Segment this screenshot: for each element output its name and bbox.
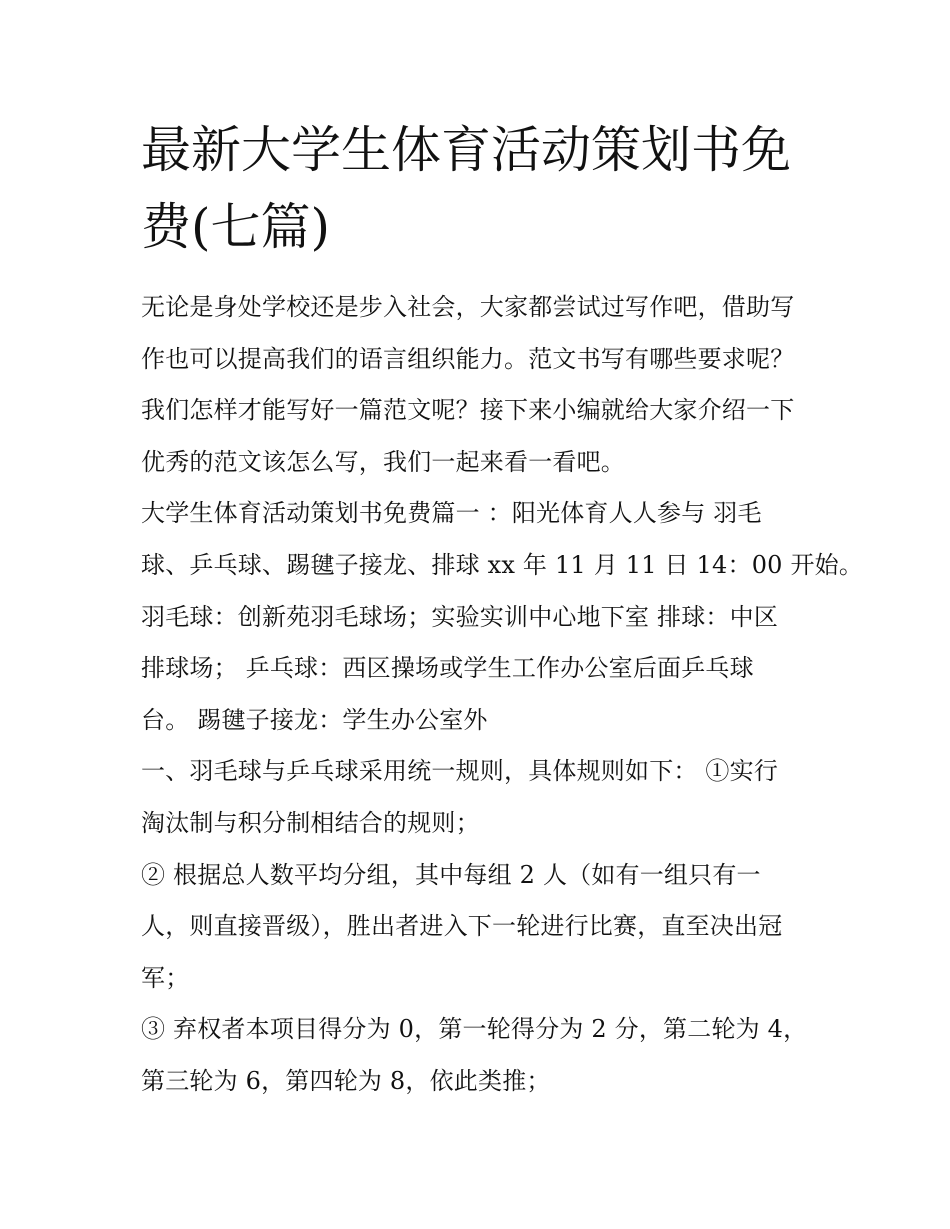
rule-2-paragraph <box>141 850 813 1005</box>
text-line: 羽毛球：创新苑羽毛球场；实验实训中心地下室 排球：中区 <box>141 602 779 631</box>
text-line: 球、乒乓球、踢毽子接龙、排球 xx 年 11 月 11 日 14：00 开始。 <box>141 550 864 579</box>
text-line: 优秀的范文该怎么写，我们一起来看一看吧。 <box>141 447 625 476</box>
text-line: 我们怎样才能写好一篇范文呢？接下来小编就给大家介绍一下 <box>141 396 795 425</box>
text-line: 一、羽毛球与乒乓球采用统一规则，具体规则如下： ①实行 <box>141 757 779 786</box>
text-line: 人，则直接晋级），胜出者进入下一轮进行比赛，直至决出冠 <box>141 912 783 941</box>
rules-heading-paragraph <box>141 746 813 849</box>
text-line: 无论是身处学校还是步入社会，大家都尝试过写作吧，借助写 <box>141 293 795 321</box>
text-line: ② 根据总人数平均分组，其中每组 2 人（如有一组只有一 <box>141 860 761 889</box>
title-line: 最新大学生体育活动策划书免 <box>141 121 791 179</box>
document-body <box>141 112 864 1108</box>
text-line: 作也可以提高我们的语言组织能力。范文书写有哪些要求呢？ <box>141 344 795 373</box>
rule-3-paragraph <box>141 1004 813 1107</box>
text-line: 军； <box>141 963 190 992</box>
event-info-paragraph <box>141 488 864 746</box>
text-line: 淘汰制与积分制相结合的规则； <box>141 808 480 837</box>
text-line: 第三轮为 6，第四轮为 8，依此类推； <box>141 1066 551 1095</box>
text-line: 大学生体育活动策划书免费篇一 ：阳光体育人人参与 羽毛 <box>141 499 762 528</box>
text-line: 台。 踢毽子接龙：学生办公室外 <box>141 705 488 734</box>
document-title <box>141 112 813 266</box>
text-line: ③ 弃权者本项目得分为 0，第一轮得分为 2 分，第二轮为 4， <box>141 1015 808 1044</box>
title-line: 费(七篇) <box>141 198 331 256</box>
text-line: 排球场； 乒乓球：西区操场或学生工作办公室后面乒乓球 <box>141 654 754 683</box>
intro-paragraph <box>141 282 813 488</box>
